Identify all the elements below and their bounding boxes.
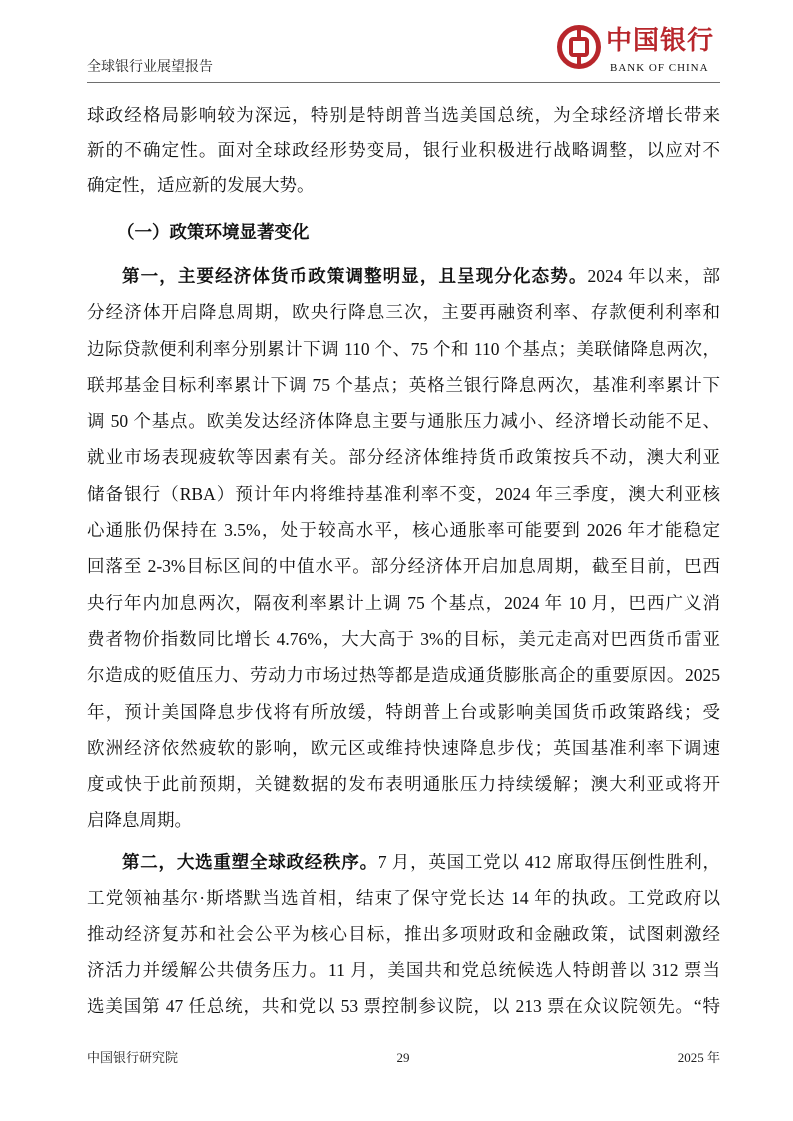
footer-org: 中国银行研究院 bbox=[87, 1050, 179, 1065]
text-span: 7 月，英国工党以 412 席取得压倒性胜利， bbox=[377, 852, 720, 872]
report-title: 全球银行业展望报告 bbox=[87, 60, 213, 75]
text-line: 调 50 个基点。欧美发达经济体降息主要与通胀压力减小、经济增长动能不足、 bbox=[87, 411, 720, 432]
logo-name-en: BANK OF CHINA bbox=[610, 62, 709, 74]
paragraph-lead: 第二，大选重塑全球政经秩序。 bbox=[122, 852, 378, 872]
section-heading: （一）政策环境显著变化 bbox=[117, 222, 310, 242]
text-line bbox=[87, 844, 720, 880]
text-line: 费者物价指数同比增长 4.76%，大大高于 3%的目标，美元走高对巴西货币雷亚 bbox=[87, 628, 720, 649]
text-line: 推动经济复苏和社会公平为核心目标，推出多项财政和金融政策，试图刺激经 bbox=[87, 924, 720, 944]
text-line: 度或快于此前预期，关键数据的发布表明通胀压力持续缓解；澳大利亚或将开 bbox=[87, 774, 720, 795]
text-line: 欧洲经济依然疲软的影响，欧元区或维持快速降息步伐；英国基准利率下调速 bbox=[87, 737, 720, 758]
text-line: 球政经格局影响较为深远，特别是特朗普当选美国总统，为全球经济增长带来 bbox=[87, 105, 720, 125]
paragraph-monetary-policy bbox=[87, 258, 720, 839]
text-line: 边际贷款便利利率分别累计下调 110 个、75 个和 110 个基点；美联储降息两次， bbox=[87, 338, 720, 359]
text-line: 工党领袖基尔·斯塔默当选首相，结束了保守党长达 14 年的执政。工党政府以 bbox=[87, 888, 720, 908]
text-line: 心通胀仍保持在 3.5%，处于较高水平，核心通胀率可能要到 2026 年才能稳定 bbox=[87, 520, 720, 541]
text-line: 央行年内加息两次，隔夜利率累计上调 75 个基点，2024 年 10 月，巴西广义消 bbox=[87, 592, 720, 613]
bank-of-china-coin-icon bbox=[556, 24, 602, 70]
paragraph-elections bbox=[87, 844, 720, 1024]
text-line: 选美国第 47 任总统，共和党以 53 票控制参议院，以 213 票在众议院领先。“特 bbox=[87, 996, 720, 1016]
text-line: 就业市场表现疲软等因素有关。部分经济体维持货币政策按兵不动，澳大利亚 bbox=[87, 447, 720, 468]
text-line: 尔造成的贬值压力、劳动力市场过热等都是造成通货膨胀高企的重要原因。2025 bbox=[87, 665, 720, 686]
text-line: 回落至 2-3%目标区间的中值水平。部分经济体开启加息周期，截至目前，巴西 bbox=[87, 556, 720, 577]
logo-name-cn: 中国银行 bbox=[606, 26, 715, 55]
intro-paragraph bbox=[87, 98, 720, 203]
text-line: 启降息周期。 bbox=[87, 810, 192, 831]
text-line: 分经济体开启降息周期，欧央行降息三次，主要再融资利率、存款便利利率和 bbox=[87, 302, 720, 323]
text-line: 确定性，适应新的发展大势。 bbox=[87, 175, 315, 195]
text-line: 新的不确定性。面对全球政经形势变局，银行业积极进行战略调整，以应对不 bbox=[87, 140, 720, 160]
text-line: 储备银行（RBA）预计年内将维持基准利率不变，2024 年三季度，澳大利亚核 bbox=[87, 483, 720, 504]
paragraph-lead: 第一，主要经济体货币政策调整明显，且呈现分化态势。 bbox=[122, 266, 588, 286]
text-line bbox=[87, 258, 720, 294]
footer-year: 2025 年 bbox=[677, 1050, 720, 1065]
text-span: 2024 年以来，部 bbox=[587, 266, 720, 286]
text-line: 济活力并缓解公共债务压力。11 月，美国共和党总统候选人特朗普以 312 票当 bbox=[87, 960, 720, 980]
header-rule bbox=[87, 82, 720, 83]
text-line: 联邦基金目标利率累计下调 75 个基点；英格兰银行降息两次，基准利率累计下 bbox=[87, 374, 720, 395]
text-line: 年，预计美国降息步伐将有所放缓，特朗普上台或影响美国货币政策路线；受 bbox=[87, 701, 720, 722]
page-number: 29 bbox=[396, 1050, 410, 1065]
